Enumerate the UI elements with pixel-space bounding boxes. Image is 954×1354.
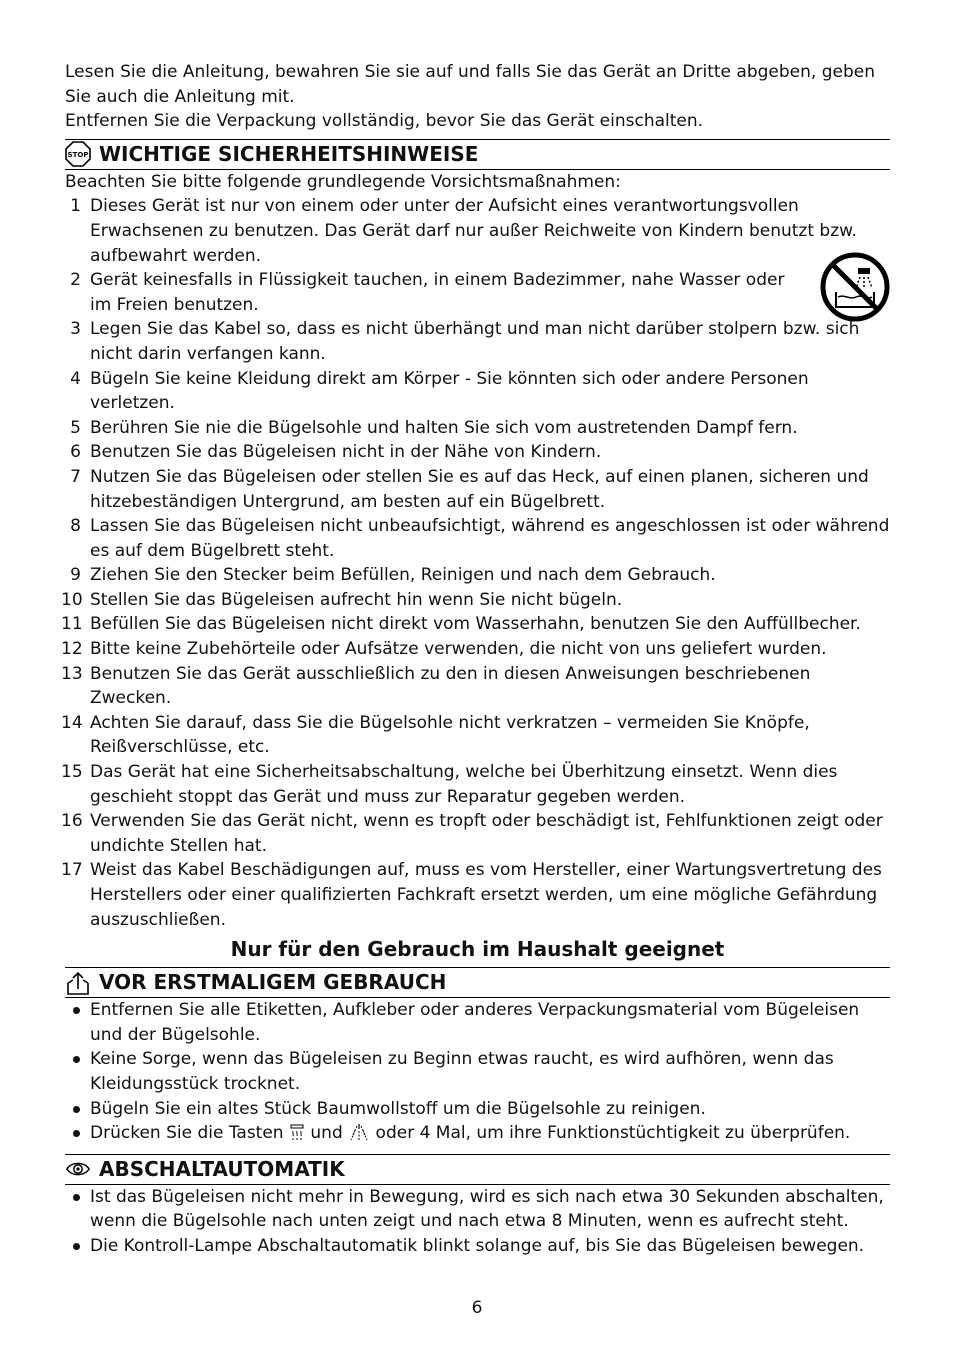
item-text: Achten Sie darauf, dass Sie die Bügelsohle nicht verkratzen – vermeiden Sie Knöpfe, Reißverschlüsse, etc.	[90, 712, 810, 758]
safety-item-7	[65, 465, 890, 514]
unpack-icon	[65, 970, 91, 996]
auto-off-title: ABSCHALTAUTOMATIK	[99, 1156, 345, 1181]
item-text: Bitte keine Zubehörteile oder Aufsätze verwenden, die nicht von uns geliefert wurden.	[90, 639, 827, 660]
item-text: Benutzen Sie das Gerät ausschließlich zu den in diesen Anweisungen beschriebenen Zwecken.	[90, 663, 811, 709]
safety-item-6	[65, 440, 890, 465]
item-number: 15	[61, 762, 83, 783]
list-item: Entfernen Sie alle Etiketten, Aufkleber oder anderes Verpackungsmaterial vom Bügeleisen und der Bügelsohle.	[65, 998, 890, 1047]
item-text: Das Gerät hat eine Sicherheitsabschaltung, welche bei Überhitzung einsetzt. Wenn dies geschieht stoppt das Gerät und muss zur Reparatur gegeben werden.	[90, 762, 838, 807]
item-text: Gerät keinesfalls in Flüssigkeit tauchen, in einem Badezimmer, nahe Wasser oder im Freien benutzen.	[90, 270, 785, 315]
safety-item-9	[65, 563, 890, 588]
item-number: 12	[61, 639, 83, 660]
item-number: 7	[70, 466, 81, 487]
safety-item-5	[65, 416, 890, 441]
first-use-list	[65, 998, 890, 1149]
item-text: Berühren Sie nie die Bügelsohle und halten Sie sich vom austretenden Dampf fern.	[90, 417, 798, 438]
safety-title: WICHTIGE SICHERHEITSHINWEISE	[99, 141, 479, 166]
item-number: 6	[70, 442, 81, 463]
first-use-title: VOR ERSTMALIGEM GEBRAUCH	[99, 970, 447, 995]
safety-item-1	[65, 194, 890, 268]
list-item: Keine Sorge, wenn das Bügeleisen zu Beginn etwas raucht, es wird aufhören, wenn das Kleidungsstück trocknet.	[65, 1047, 890, 1096]
safety-item-14	[61, 711, 890, 760]
safety-item-11	[61, 612, 890, 637]
item-number: 14	[61, 712, 83, 733]
safety-item-13	[61, 662, 890, 711]
list-item-text: Drücken Sie die Tasten	[90, 1123, 284, 1144]
intro-paragraph-1: Lesen Sie die Anleitung, bewahren Sie sie auf und falls Sie das Gerät an Dritte abgeben, geben Sie auch die Anleitung mit.	[65, 62, 875, 107]
safety-item-15	[61, 760, 890, 809]
item-text: Benutzen Sie das Bügeleisen nicht in der Nähe von Kindern.	[90, 442, 602, 463]
list-item: Ist das Bügeleisen nicht mehr in Bewegung, wird es sich nach etwa 30 Sekunden abschalten, wenn die Bügelsohle nach unten zeigt und nach etwa 8 Minuten, wenn es aufrecht steht.	[65, 1185, 890, 1234]
safety-lead: Beachten Sie bitte folgende grundlegende Vorsichtsmaßnahmen:	[65, 171, 621, 192]
item-text: Dieses Gerät ist nur von einem oder unter der Aufsicht eines verantwortungsvollen Erwachsenen zu benutzen. Das Gerät darf nur außer Reichweite von Kindern benutzt bzw. aufbewahrt werden.	[90, 196, 857, 266]
item-text: Legen Sie das Kabel so, dass es nicht überhängt und man nicht darüber stolpern bzw. sich nicht darin verfangen kann.	[90, 319, 860, 364]
safety-item-12	[61, 637, 890, 662]
item-text: Lassen Sie das Bügeleisen nicht unbeaufsichtigt, während es angeschlossen ist oder während es auf dem Bügelbrett steht.	[90, 516, 890, 561]
item-number: 16	[61, 811, 83, 832]
safety-item-2	[65, 268, 890, 317]
list-item: Bügeln Sie ein altes Stück Baumwollstoff um die Bügelsohle zu reinigen.	[65, 1097, 890, 1122]
item-text: Befüllen Sie das Bügeleisen nicht direkt vom Wasserhahn, benutzen Sie den Auffüllbecher.	[90, 614, 861, 635]
item-number: 13	[61, 663, 83, 684]
page-content	[61, 60, 890, 1259]
item-number: 2	[70, 270, 81, 291]
item-text: Bügeln Sie keine Kleidung direkt am Körper - Sie könnten sich oder andere Personen verletzen.	[90, 368, 809, 414]
item-text: Ziehen Sie den Stecker beim Befüllen, Reinigen und nach dem Gebrauch.	[90, 565, 716, 586]
item-number: 11	[61, 614, 83, 635]
safety-item-4	[65, 367, 890, 416]
item-number: 5	[70, 417, 81, 438]
safety-item-3	[65, 317, 890, 366]
item-number: 4	[70, 368, 81, 389]
item-number: 10	[61, 589, 83, 610]
safety-item-16	[61, 809, 890, 858]
page-number: 6	[471, 1298, 483, 1318]
safety-list	[61, 194, 890, 932]
eye-icon	[65, 1156, 91, 1182]
stop-icon-label: STOP	[67, 151, 89, 160]
stop-icon	[65, 141, 91, 167]
household-note: Nur für den Gebrauch im Haushalt geeignet	[230, 937, 725, 962]
steam-burst-icon	[289, 1123, 305, 1149]
no-water-icon	[820, 252, 890, 326]
safety-item-8	[65, 514, 890, 563]
safety-item-17	[61, 858, 890, 932]
item-number: 3	[70, 319, 81, 340]
list-item-text: oder 4 Mal, um ihre Funktionstüchtigkeit zu überprüfen.	[375, 1123, 851, 1144]
safety-heading	[65, 139, 890, 170]
item-number: 17	[61, 860, 83, 881]
item-text: Stellen Sie das Bügeleisen aufrecht hin wenn Sie nicht bügeln.	[90, 589, 623, 610]
safety-item-10	[61, 588, 890, 613]
item-text: Weist das Kabel Beschädigungen auf, muss es vom Hersteller, einer Wartungsvertretung des Herstellers oder einer qualifizierten Fachkraft ersetzt werden, um eine mögliche Gefährdung auszuschließen.	[90, 860, 882, 930]
first-use-heading	[65, 967, 890, 998]
item-number: 9	[70, 565, 81, 586]
auto-off-heading	[65, 1154, 890, 1185]
list-item: Die Kontroll-Lampe Abschaltautomatik blinkt solange auf, bis Sie das Bügeleisen bewegen.	[65, 1234, 890, 1259]
item-number: 1	[70, 196, 81, 217]
item-number: 8	[70, 516, 81, 537]
intro-paragraph-2: Entfernen Sie die Verpackung vollständig, bevor Sie das Gerät einschalten.	[65, 111, 704, 132]
list-item-text: und	[310, 1123, 343, 1144]
list-item	[65, 1121, 890, 1149]
item-text: Verwenden Sie das Gerät nicht, wenn es tropft oder beschädigt ist, Fehlfunktionen zeigt oder undichte Stellen hat.	[90, 811, 883, 856]
spray-icon	[348, 1123, 370, 1149]
auto-off-list	[65, 1185, 890, 1259]
item-text: Nutzen Sie das Bügeleisen oder stellen Sie es auf das Heck, auf einen planen, sicheren und hitzebeständigen Untergrund, am besten auf ein Bügelbrett.	[90, 466, 869, 512]
